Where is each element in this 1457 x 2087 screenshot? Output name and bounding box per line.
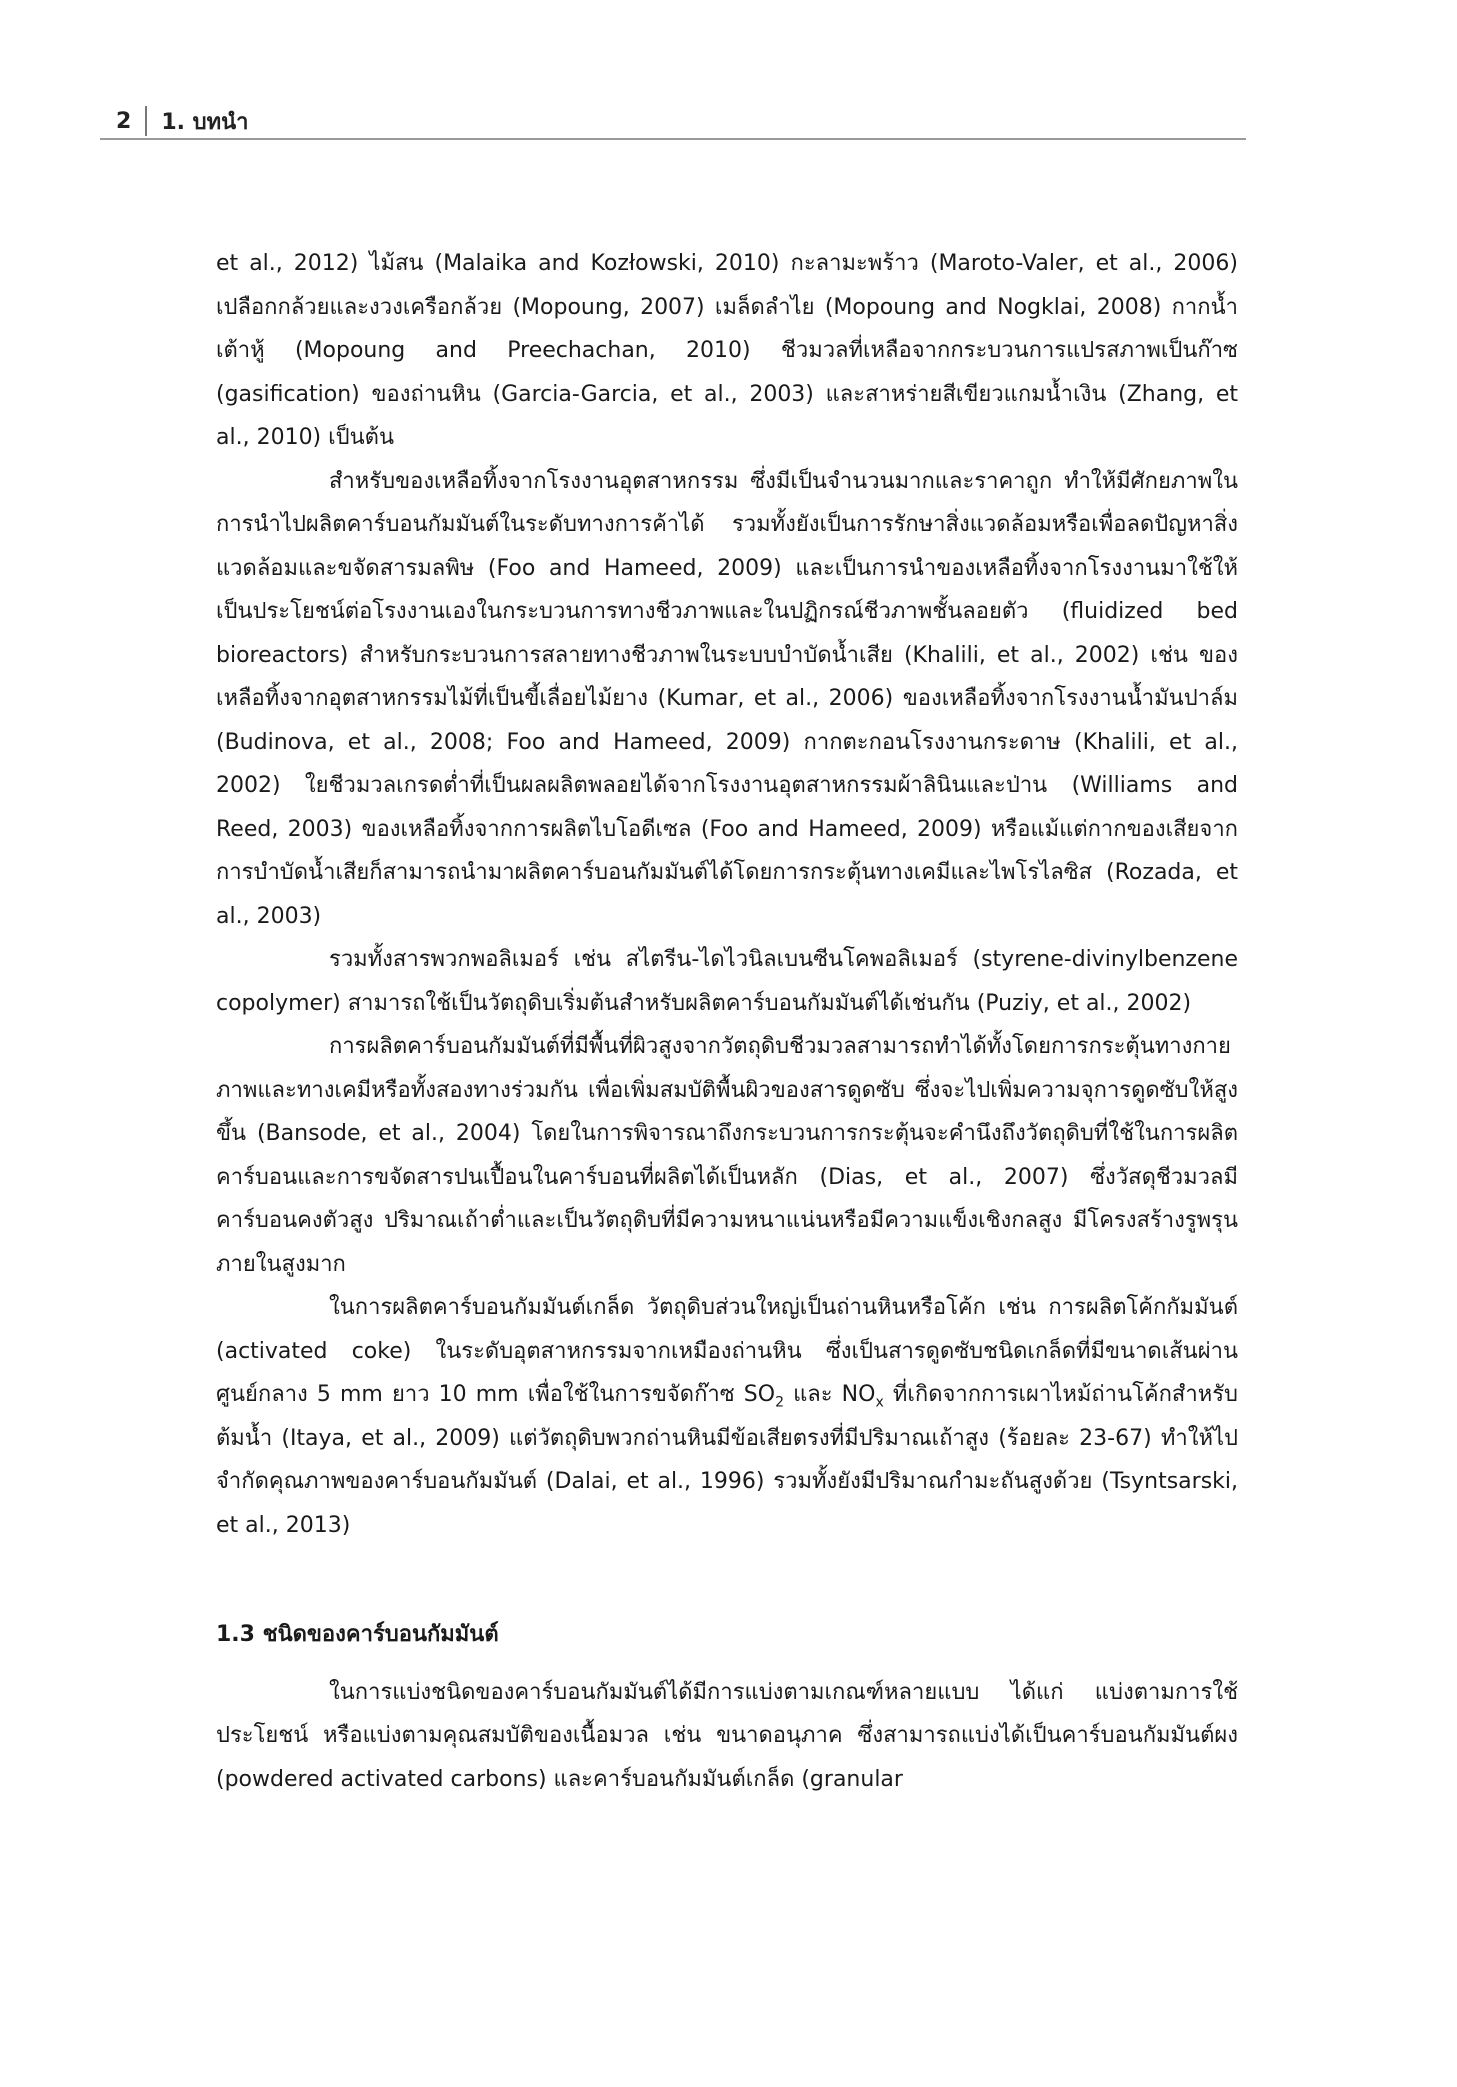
header-separator bbox=[145, 106, 147, 136]
section-heading: 1.3 ชนิดของคาร์บอนกัมมันต์ bbox=[216, 1622, 499, 1647]
page-number: 2 bbox=[116, 108, 132, 134]
nox-subscript: x bbox=[875, 1394, 884, 1411]
paragraph-activation: การผลิตคาร์บอนกัมมันต์ที่มีพื้นที่ผิวสูงจากวัตถุดิบชีวมวลสามารถทำได้ทั้งโดยการกระตุ้นทางกายภาพและทางเคมีหรือทั้งสองทางร่วมกัน เพื่อเพิ่มสมบัติพื้นผิวของสารดูดซับ ซึ่งจะไปเพิ่มความจุการดูดซับให้สูงขึ้น (Bansode, et al., 2004) โดยในการพิจารณาถึงกระบวนการกระตุ้นจะคำนึงถึงวัตถุดิบที่ใช้ในการผลิตคาร์บอนและการขจัดสารปนเปื้อนในคาร์บอนที่ผลิตได้เป็นหลัก (Dias, et al., 2007) ซึ่งวัสดุชีวมวลมีคาร์บอนคงตัวสูง ปริมาณเถ้าต่ำและเป็นวัตถุดิบที่มีความหนาแน่นหรือมีความแข็งเชิงกลสูง มีโครงสร้างรูพรุนภายในสูงมาก bbox=[216, 1034, 1238, 1277]
chapter-title: 1. บทนำ bbox=[161, 109, 249, 135]
paragraph-industrial-waste: สำหรับของเหลือทิ้งจากโรงงานอุตสาหกรรม ซึ่งมีเป็นจำนวนมากและราคาถูก ทำให้มีศักยภาพในการนำไปผลิตคาร์บอนกัมมันต์ในระดับทางการค้าได้ รวมทั้งยังเป็นการรักษาสิ่งแวดล้อมหรือเพื่อลดปัญหาสิ่งแวดล้อมและขจัดสารมลพิษ (Foo and Hameed, 2009) และเป็นการนำของเหลือทิ้งจากโรงงานมาใช้ให้เป็นประโยชน์ต่อโรงงานเองในกระบวนการทางชีวภาพและในปฏิกรณ์ชีวภาพชั้นลอยตัว (fluidized bed bioreactors) สำหรับกระบวนการสลายทางชีวภาพในระบบบำบัดน้ำเสีย (Khalili, et al., 2002) เช่น ของเหลือทิ้งจากอุตสาหกรรมไม้ที่เป็นขี้เลื่อยไม้ยาง (Kumar, et al., 2006) ของเหลือทิ้งจากโรงงานน้ำมันปาล์ม (Budinova, et al., 2008; Foo and Hameed, 2009) กากตะกอนโรงงานกระดาษ (Khalili, et al., 2002) ใยชีวมวลเกรดต่ำที่เป็นผลผลิตพลอยได้จากโรงงานอุตสาหกรรมผ้าลินินและป่าน (Williams and Reed, 2003) ของเหลือทิ้งจากการผลิตไบโอดีเซล (Foo and Hameed, 2009) หรือแม้แต่กากของเสียจากการบำบัดน้ำเสียก็สามารถนำมาผลิตคาร์บอนกัมมันต์ได้โดยการกระตุ้นทางเคมีและไพโรไลซิส (Rozada, et al., 2003) bbox=[216, 468, 1238, 929]
header-rule bbox=[100, 138, 1246, 140]
para5-text-1: ในการผลิตคาร์บอนกัมมันต์เกล็ด วัตถุดิบส่วนใหญ่เป็นถ่านหินหรือโค้ก เช่น การผลิตโค้กกัมมันต์ (activated coke) ในระดับอุตสาหกรรมจากเหมืองถ่านหิน ซึ่งเป็นสารดูดซับชนิดเกล็ดที่มีขนาดเส้นผ่านศูนย์กลาง 5 mm ยาว 10 mm เพื่อใช้ในการขจัดก๊าซ SO bbox=[216, 1295, 1238, 1407]
para5-text-3: ที่เกิดจากการเผาไหม้ถ่านโค้กสำหรับต้มน้ำ (Itaya, et al., 2009) แต่วัตถุดิบพวกถ่านหินมีข้อเสียตรงที่มีปริมาณเถ้าสูง (ร้อยละ 23-67) ทำให้ไปจำกัดคุณภาพของคาร์บอนกัมมันต์ (Dalai, et al., 1996) รวมทั้งยังมีปริมาณกำมะถันสูงด้วย (Tsyntsarski, et al., 2013) bbox=[216, 1382, 1238, 1538]
so2-subscript: 2 bbox=[775, 1394, 784, 1411]
body-text bbox=[216, 242, 1238, 1801]
para5-text-2: และ NO bbox=[784, 1382, 876, 1407]
paragraph-classification: ในการแบ่งชนิดของคาร์บอนกัมมันต์ได้มีการแบ่งตามเกณฑ์หลายแบบ ได้แก่ แบ่งตามการใช้ประโยชน์ หรือแบ่งตามคุณสมบัติของเนื้อมวล เช่น ขนาดอนุภาค ซึ่งสามารถแบ่งได้เป็นคาร์บอนกัมมันต์ผง (powdered activated carbons) และคาร์บอนกัมมันต์เกล็ด (granular bbox=[216, 1679, 1238, 1792]
running-header bbox=[116, 104, 249, 138]
paragraph-continued: et al., 2012) ไม้สน (Malaika and Kozłowski, 2010) กะลามะพร้าว (Maroto-Valer, et al., 2006) เปลือกกล้วยและงวงเครือกล้วย (Mopoung, 2007) เมล็ดลำไย (Mopoung and Nogklai, 2008) กากน้ำเต้าหู้ (Mopoung and Preechachan, 2010) ชีวมวลที่เหลือจากกระบวนการแปรสภาพเป็นก๊าซ (gasification) ของถ่านหิน (Garcia-Garcia, et al., 2003) และสาหร่ายสีเขียวแกมน้ำเงิน (Zhang, et al., 2010) เป็นต้น bbox=[216, 251, 1238, 450]
paragraph-granular-coal bbox=[216, 1286, 1238, 1547]
paragraph-polymers: รวมทั้งสารพวกพอลิเมอร์ เช่น สไตรีน-ไดไวนิลเบนซีนโคพอลิเมอร์ (styrene-divinylbenzene copolymer) สามารถใช้เป็นวัตถุดิบเริ่มต้นสำหรับผลิตคาร์บอนกัมมันต์ได้เช่นกัน (Puziy, et al., 2002) bbox=[216, 947, 1238, 1016]
